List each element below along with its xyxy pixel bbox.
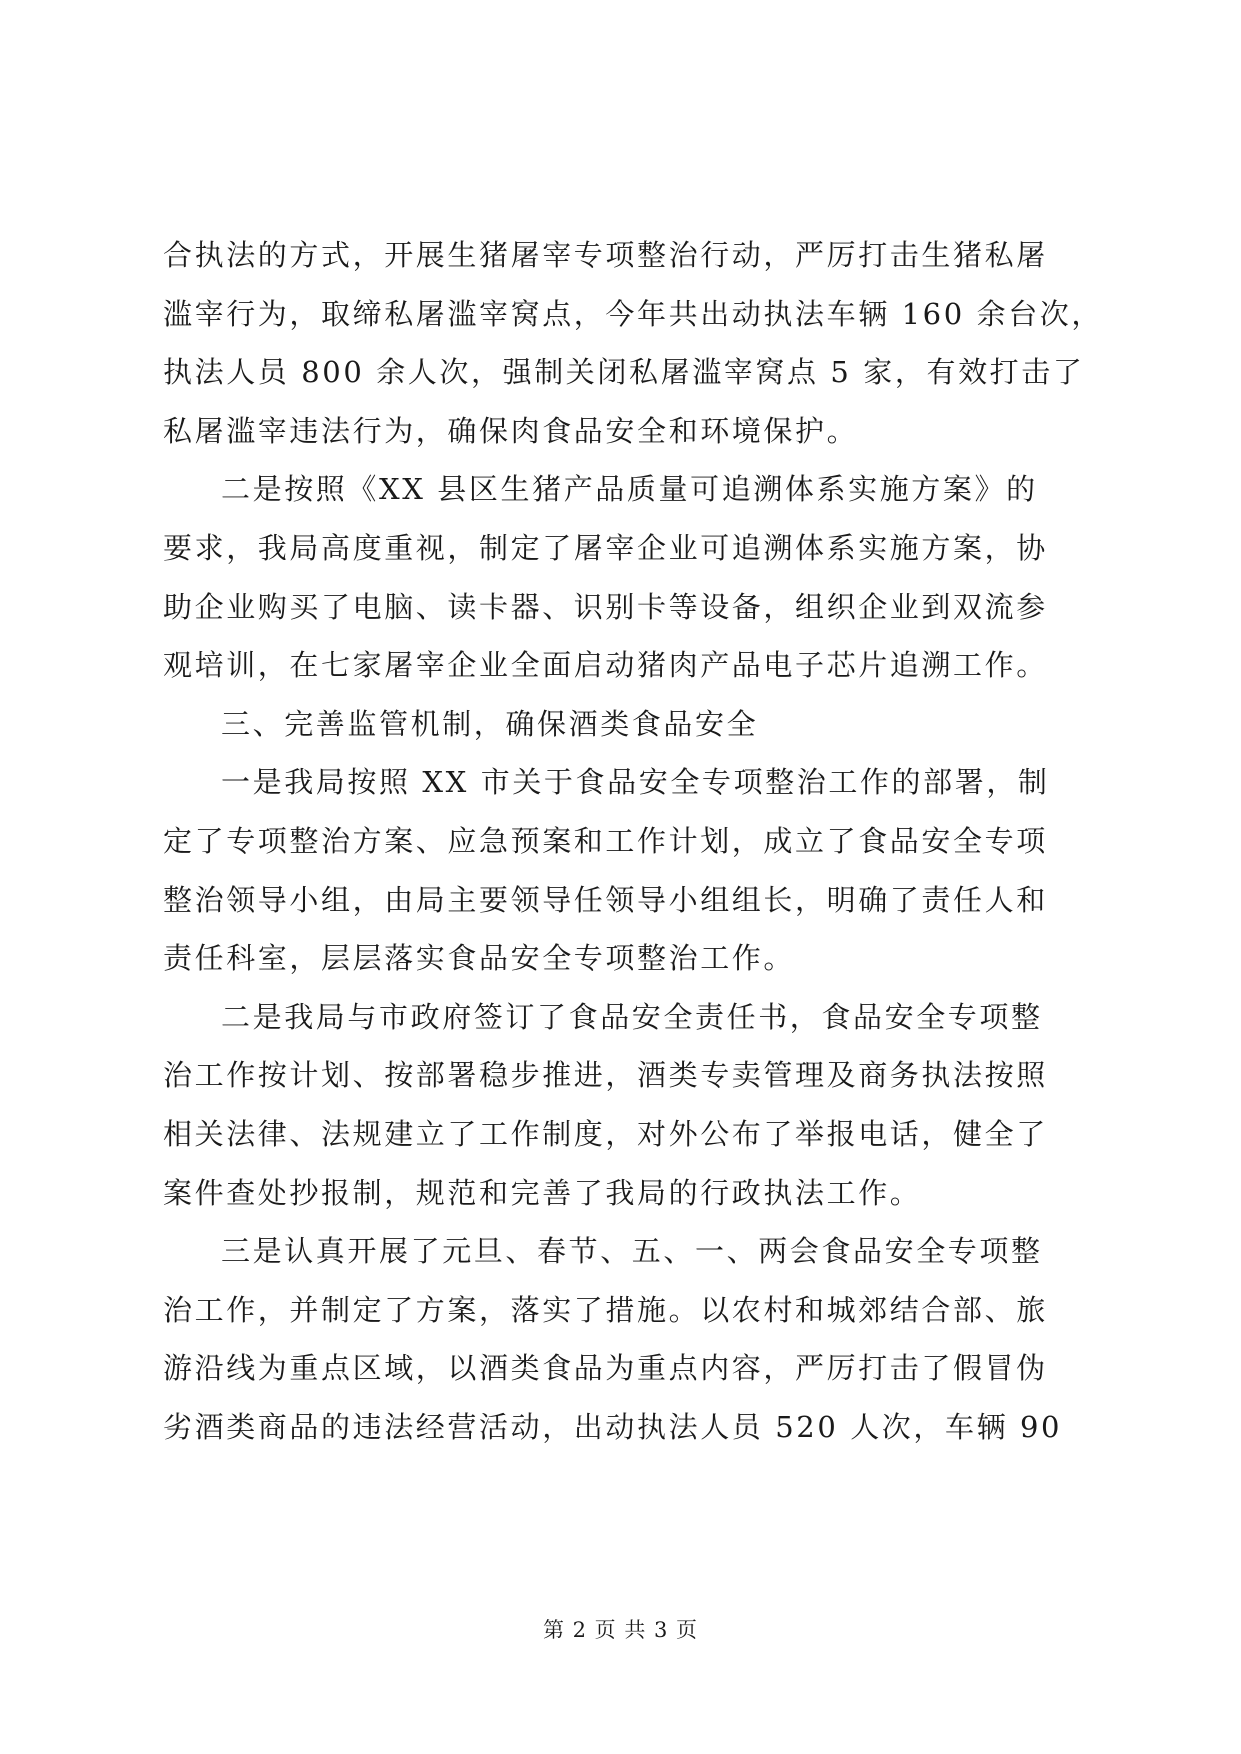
text-line: 治工作按计划、按部署稳步推进，酒类专卖管理及商务执法按照 (163, 1058, 1048, 1093)
text-line: 治工作，并制定了方案，落实了措施。以农村和城郊结合部、旅 (163, 1292, 1048, 1327)
text-line: 观培训，在七家屠宰企业全面启动猪肉产品电子芯片追溯工作。 (163, 648, 1048, 683)
text-line: 三是认真开展了元旦、春节、五、一、两会食品安全专项整 (221, 1234, 1043, 1269)
document-body (163, 226, 1103, 1456)
text-line: 二是按照《XX 县区生猪产品质量可追溯体系实施方案》的 (221, 472, 1038, 507)
text-line: 私屠滥宰违法行为，确保肉食品安全和环境保护。 (163, 413, 859, 448)
text-line: 责任科室，层层落实食品安全专项整治工作。 (163, 941, 796, 976)
text-line: 定了专项整治方案、应急预案和工作计划，成立了食品安全专项 (163, 823, 1048, 858)
text-line: 二是我局与市政府签订了食品安全责任书，食品安全专项整 (221, 999, 1043, 1034)
text-line: 滥宰行为，取缔私屠滥宰窝点，今年共出动执法车辆 160 余台次， (163, 296, 1103, 331)
text-line: 执法人员 800 余人次，强制关闭私屠滥宰窝点 5 家，有效打击了 (163, 355, 1085, 390)
text-line: 合执法的方式，开展生猪屠宰专项整治行动，严厉打击生猪私屠 (163, 238, 1048, 272)
text-line: 游沿线为重点区域，以酒类食品为重点内容，严厉打击了假冒伪 (163, 1351, 1048, 1386)
page-footer: 第 2 页 共 3 页 (542, 1618, 699, 1642)
text-line: 整治领导小组，由局主要领导任领导小组组长，明确了责任人和 (163, 882, 1048, 917)
text-line: 劣酒类商品的违法经营活动，出动执法人员 520 人次，车辆 90 (163, 1409, 1063, 1444)
text-line: 一是我局按照 XX 市关于食品安全专项整治工作的部署，制 (221, 765, 1050, 800)
text-line: 三、完善监管机制，确保酒类食品安全 (221, 706, 759, 741)
text-line: 助企业购买了电脑、读卡器、识别卡等设备，组织企业到双流参 (163, 589, 1048, 624)
text-line: 案件查处抄报制，规范和完善了我局的行政执法工作。 (163, 1175, 922, 1210)
text-line: 相关法律、法规建立了工作制度，对外公布了举报电话，健全了 (163, 1116, 1048, 1151)
text-line: 要求，我局高度重视，制定了屠宰企业可追溯体系实施方案，协 (163, 530, 1048, 565)
